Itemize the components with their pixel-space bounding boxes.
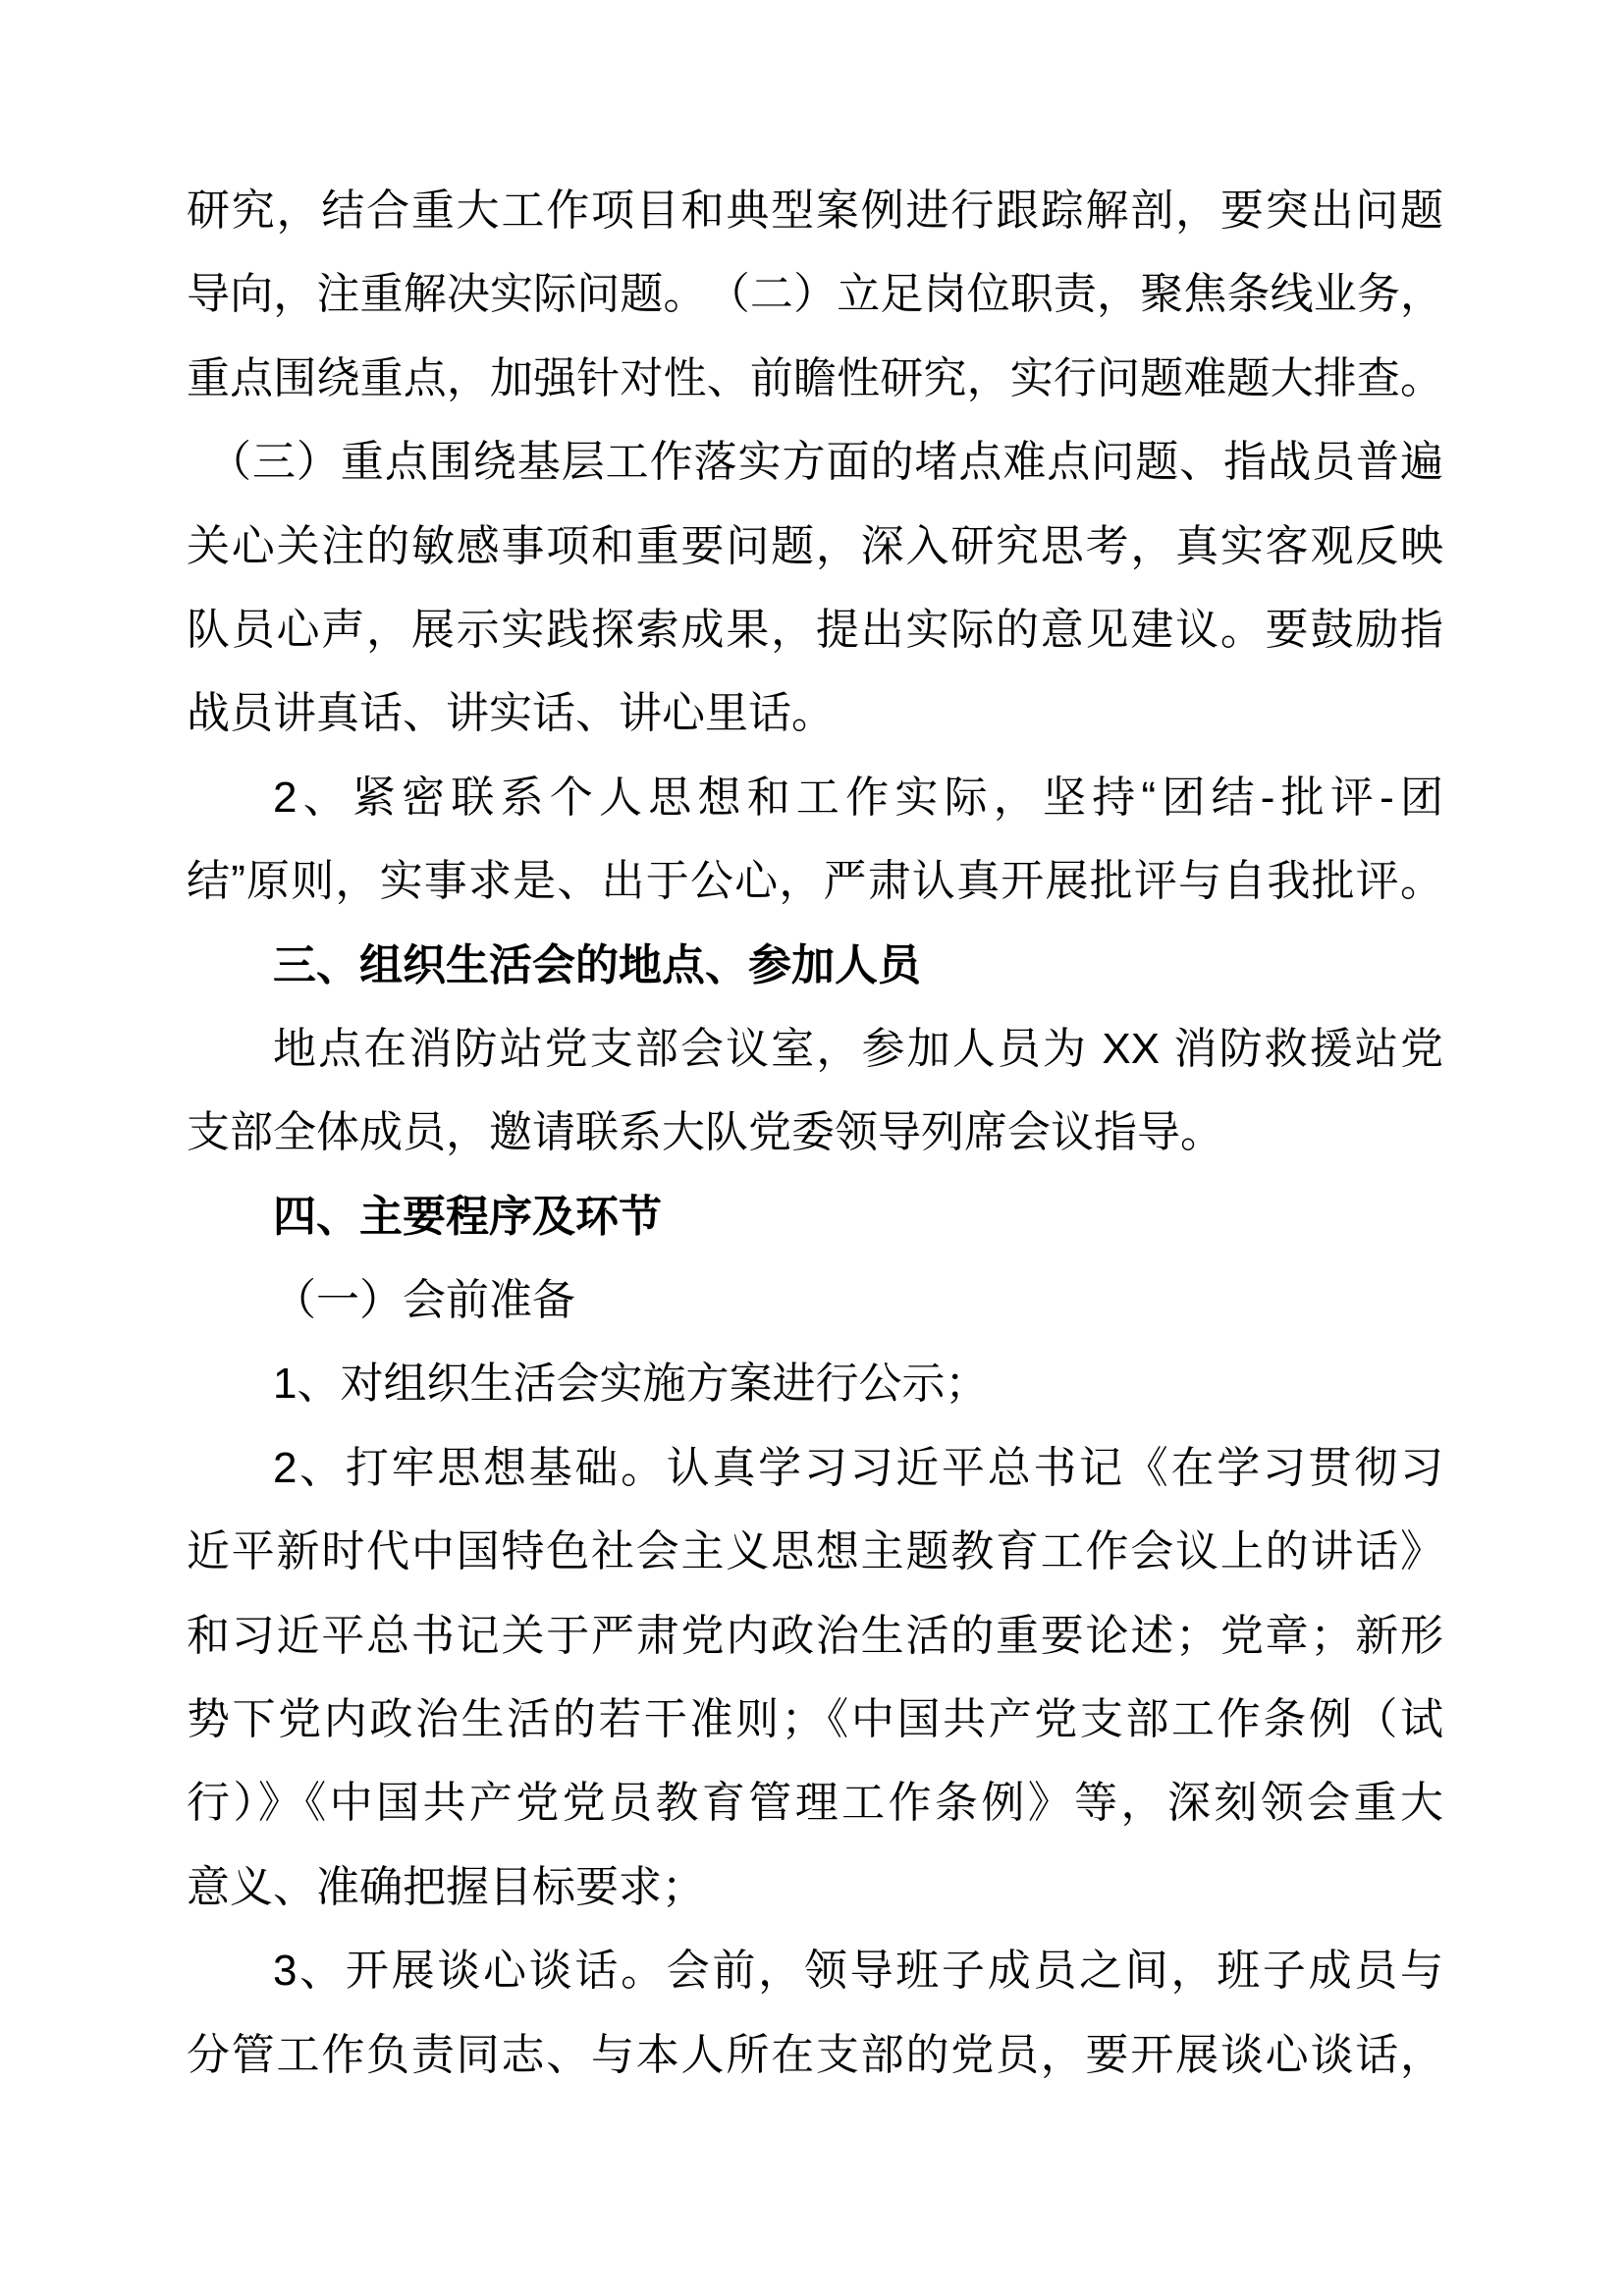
- paragraph-line: 支部全体成员，邀请联系大队党委领导列席会议指导。: [187, 1108, 1223, 1157]
- paragraph-line: 和习近平总书记关于严肃党内政治生活的重要论述；党章；新形: [187, 1611, 1443, 1660]
- paragraph-line: 2、打牢思想基础。认真学习习近平总书记《在学习贯彻习: [273, 1443, 1443, 1492]
- paragraph-line: 势下党内政治生活的若干准则；《中国共产党支部工作条例（试: [187, 1695, 1443, 1744]
- paragraph-line: （三）重点围绕基层工作落实方面的堵点难点问题、指战员普遍: [208, 438, 1443, 487]
- paragraph-line: 2、紧密联系个人思想和工作实际，坚持“团结-批评-团: [273, 773, 1443, 822]
- section-heading: 三、组织生活会的地点、参加人员: [273, 940, 921, 989]
- paragraph-line: 重点围绕重点，加强针对性、前瞻性研究，实行问题难题大排查。: [187, 353, 1443, 402]
- section-heading: 四、主要程序及环节: [273, 1192, 662, 1241]
- paragraph-line: 近平新时代中国特色社会主义思想主题教育工作会议上的讲话》: [187, 1527, 1443, 1576]
- paragraph-line: 结”原则，实事求是、出于公心，严肃认真开展批评与自我批评。: [187, 857, 1443, 906]
- paragraph-line: 地点在消防站党支部会议室，参加人员为 XX 消防救援站党: [273, 1024, 1443, 1073]
- paragraph-line: 研究，结合重大工作项目和典型案例进行跟踪解剖，要突出问题: [187, 187, 1443, 235]
- paragraph-line: 意义、准确把握目标要求；: [187, 1862, 705, 1911]
- paragraph-line: 分管工作负责同志、与本人所在支部的党员，要开展谈心谈话，: [187, 2030, 1443, 2079]
- document-body: [187, 169, 1443, 2097]
- paragraph-line: 导向，注重解决实际问题。 （二）立足岗位职责，聚焦条线业务，: [187, 270, 1443, 319]
- paragraph-line: 队员心声，展示实践探索成果，提出实际的意见建议。要鼓励指: [187, 605, 1443, 654]
- paragraph-line: 1、对组织生活会实施方案进行公示；: [273, 1360, 989, 1409]
- paragraph-line: 关心关注的敏感事项和重要问题，深入研究思考，真实客观反映: [187, 521, 1443, 570]
- paragraph-line: 3、开展谈心谈话。会前，领导班子成员之间，班子成员与: [273, 1947, 1443, 1996]
- paragraph-line: （一）会前准备: [273, 1276, 575, 1325]
- paragraph-line: 战员讲真话、讲实话、讲心里话。: [187, 689, 835, 738]
- paragraph-line: 行）》《中国共产党党员教育管理工作条例》等，深刻领会重大: [187, 1779, 1443, 1828]
